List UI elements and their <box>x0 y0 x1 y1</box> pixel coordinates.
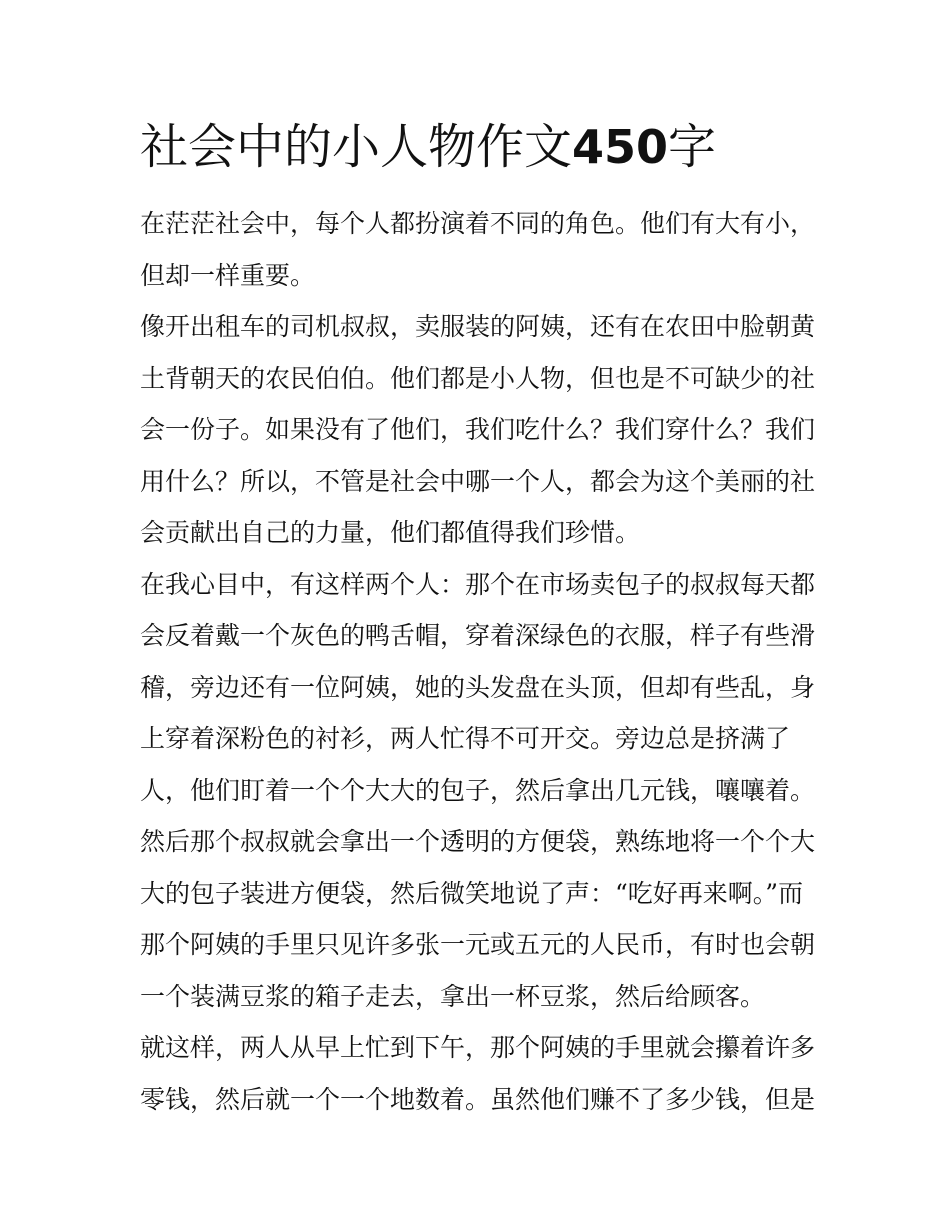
text-line: 人，他们盯着一个个大大的包子，然后拿出几元钱，嚷嚷着。 <box>140 775 816 805</box>
text-line: 稽，旁边还有一位阿姨，她的头发盘在头顶，但却有些乱，身 <box>140 672 816 702</box>
text-line: 会贡献出自己的力量，他们都值得我们珍惜。 <box>140 518 641 547</box>
title-main: 社会中的小人物作文 <box>140 119 573 175</box>
text-line: 就这样，两人从早上忙到下午，那个阿姨的手里就会攥着许多 <box>140 1033 816 1062</box>
text-line: 会一份子。如果没有了他们，我们吃什么？我们穿什么？我们 <box>140 415 816 444</box>
text-line: 在我心目中，有这样两个人：那个在市场卖包子的叔叔每天都 <box>140 569 816 599</box>
text-line: 土背朝天的农民伯伯。他们都是小人物，但也是不可缺少的社 <box>140 363 816 393</box>
text-line: 一个装满豆浆的箱子走去，拿出一杯豆浆，然后给顾客。 <box>140 981 766 1011</box>
text-line: 用什么？所以，不管是社会中哪一个人，都会为这个美丽的社 <box>140 466 816 496</box>
text-line: 像开出租车的司机叔叔，卖服装的阿姨，还有在农田中脸朝黄 <box>140 312 816 341</box>
page-title <box>140 112 830 182</box>
text-line: 在茫茫社会中，每个人都扮演着不同的角色。他们有大有小， <box>140 209 816 238</box>
title-number: 450 <box>572 120 669 174</box>
text-line: 那个阿姨的手里只见许多张一元或五元的人民币，有时也会朝 <box>140 930 816 959</box>
text-line: 会反着戴一个灰色的鸭舌帽，穿着深绿色的衣服，样子有些滑 <box>140 621 816 650</box>
text-line: 但却一样重要。 <box>140 260 316 290</box>
text-line: 然后那个叔叔就会拿出一个透明的方便袋，熟练地将一个个大 <box>140 827 816 856</box>
text-line: 大的包子装进方便袋，然后微笑地说了声：“吃好再来啊。”而 <box>140 878 804 908</box>
essay-body <box>140 198 830 1125</box>
text-line: 零钱，然后就一个一个地数着。虽然他们赚不了多少钱，但是 <box>140 1084 816 1114</box>
text-line: 上穿着深粉色的衬衫，两人忙得不可开交。旁边总是挤满了 <box>140 724 791 753</box>
title-suffix: 字 <box>668 119 717 175</box>
